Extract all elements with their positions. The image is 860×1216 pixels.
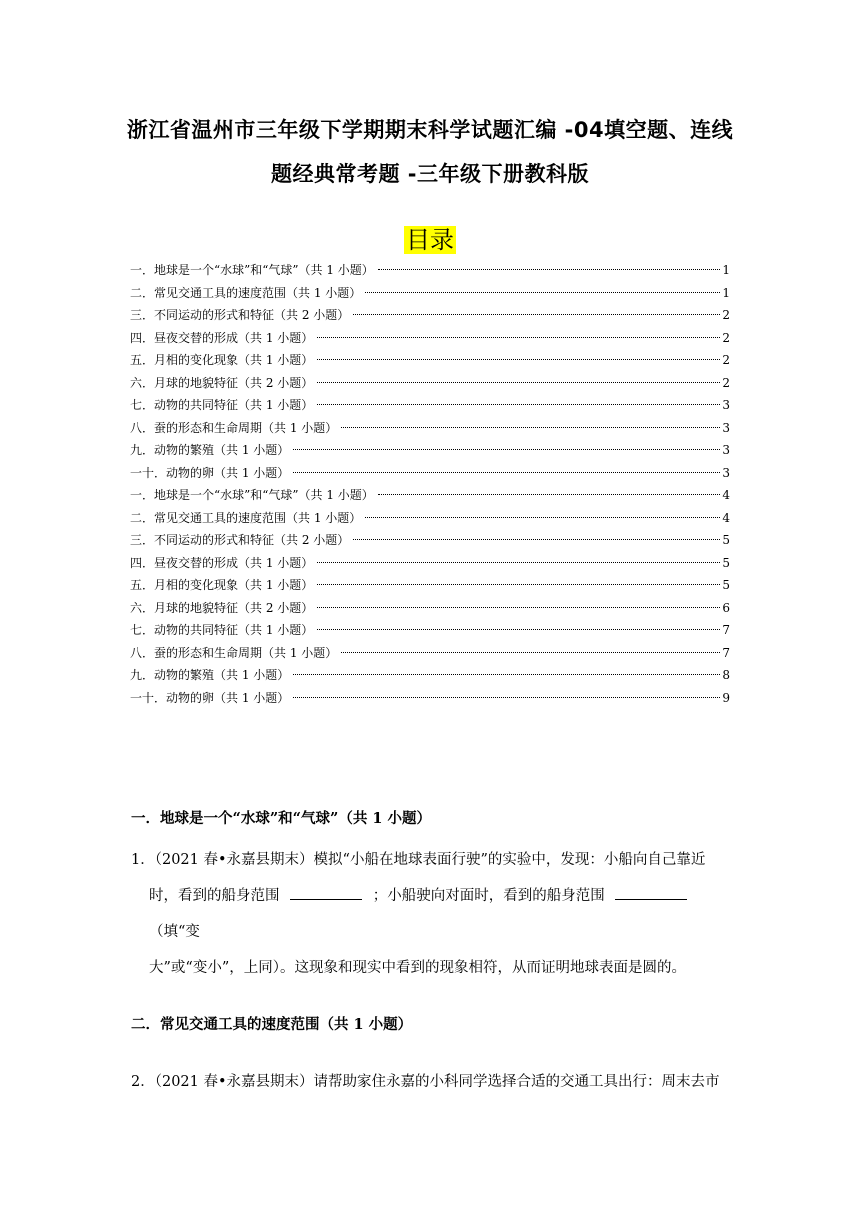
question-1-line-3: 大”或“变小”，上同）。这现象和现实中看到的现象相符，从而证明地球表面是圆的。 <box>149 960 686 976</box>
toc-leader-dots <box>378 269 721 270</box>
toc-leader-dots <box>317 337 720 338</box>
toc-leader-dots <box>317 629 720 630</box>
toc-entry-label: 六．月球的地貌特征（共 2 小题） <box>130 600 314 615</box>
toc-entry-page: 1 <box>722 285 730 300</box>
toc-entry[interactable] <box>130 304 730 327</box>
question-2-line-1: 2．（2021 春•永嘉县期末）请帮助家住永嘉的小科同学选择合适的交通工具出行：周末去市 <box>131 1074 720 1090</box>
toc-entry-label: 七．动物的共同特征（共 1 小题） <box>130 398 314 412</box>
table-of-contents <box>130 259 730 709</box>
toc-entry[interactable] <box>130 282 730 305</box>
toc-entry[interactable] <box>130 259 730 282</box>
toc-entry-page: 5 <box>722 555 730 570</box>
toc-leader-dots <box>293 697 720 698</box>
toc-entry-label: 三．不同运动的形式和特征（共 2 小题） <box>130 533 350 547</box>
toc-leader-dots <box>317 584 720 585</box>
toc-entry[interactable] <box>130 372 730 395</box>
document-title-line-2: 题经典常考题 -三年级下册教科版 <box>270 162 590 186</box>
toc-entry-page: 3 <box>722 465 730 480</box>
answer-blank-1[interactable] <box>290 885 362 900</box>
toc-entry[interactable] <box>130 619 730 642</box>
toc-leader-dots <box>365 517 720 518</box>
question-2 <box>131 1064 731 1100</box>
toc-leader-dots <box>341 652 720 653</box>
toc-entry-page: 5 <box>722 533 730 547</box>
toc-entry[interactable] <box>130 349 730 372</box>
toc-entry-label: 九．动物的繁殖（共 1 小题） <box>130 668 290 682</box>
toc-entry-label: 五．月相的变化现象（共 1 小题） <box>130 353 314 367</box>
toc-entry[interactable] <box>130 529 730 552</box>
toc-entry-page: 7 <box>722 623 730 637</box>
toc-entry-label: 七．动物的共同特征（共 1 小题） <box>130 623 314 637</box>
answer-blank-2[interactable] <box>615 885 687 900</box>
toc-entry-label: 九．动物的繁殖（共 1 小题） <box>130 443 290 457</box>
toc-entry-page: 5 <box>722 578 730 592</box>
question-1-line-1: 1．（2021 春•永嘉县期末）模拟“小船在地球表面行驶”的实验中，发现：小船向自己靠近 <box>131 852 706 868</box>
toc-entry-page: 6 <box>722 600 730 615</box>
question-1-text-c: （填“变 <box>149 924 200 940</box>
toc-entry-page: 2 <box>722 330 730 345</box>
question-1-text-b: ；小船驶向对面时，看到的船身范围 <box>372 888 605 904</box>
toc-entry-page: 3 <box>722 398 730 412</box>
toc-entry[interactable] <box>130 642 730 665</box>
question-1-text-a: 时，看到的船身范围 <box>149 888 280 904</box>
toc-entry-label: 五．月相的变化现象（共 1 小题） <box>130 578 314 592</box>
toc-entry-page: 2 <box>722 375 730 390</box>
toc-entry-label: 四．昼夜交替的形成（共 1 小题） <box>130 555 314 570</box>
toc-entry-label: 一十．动物的卵（共 1 小题） <box>130 465 290 480</box>
toc-leader-dots <box>365 292 720 293</box>
toc-entry-page: 4 <box>722 488 730 502</box>
toc-entry-label: 三．不同运动的形式和特征（共 2 小题） <box>130 308 350 322</box>
toc-leader-dots <box>293 674 720 675</box>
toc-entry-label: 二．常见交通工具的速度范围（共 1 小题） <box>130 285 362 300</box>
toc-entry[interactable] <box>130 664 730 687</box>
toc-entry-label: 八．蚕的形态和生命周期（共 1 小题） <box>130 420 338 435</box>
toc-entry[interactable] <box>130 462 730 485</box>
toc-entry-page: 7 <box>722 645 730 660</box>
toc-entry-page: 4 <box>722 510 730 525</box>
toc-entry-label: 一．地球是一个“水球”和“气球”（共 1 小题） <box>130 488 374 502</box>
toc-leader-dots <box>353 539 720 540</box>
toc-entry-page: 8 <box>722 668 730 682</box>
toc-entry[interactable] <box>130 597 730 620</box>
toc-entry-label: 六．月球的地貌特征（共 2 小题） <box>130 375 314 390</box>
toc-heading-text: 目录 <box>406 226 454 254</box>
toc-leader-dots <box>317 359 720 360</box>
toc-entry[interactable] <box>130 507 730 530</box>
question-1-line-2 <box>131 878 731 950</box>
toc-entry[interactable] <box>130 439 730 462</box>
toc-leader-dots <box>317 607 720 608</box>
document-title-line-1: 浙江省温州市三年级下学期期末科学试题汇编 -04填空题、连线 <box>126 118 734 142</box>
toc-entry-label: 一十．动物的卵（共 1 小题） <box>130 690 290 705</box>
toc-entry-page: 9 <box>722 690 730 705</box>
section-heading-1: 一．地球是一个“水球”和“气球”（共 1 小题） <box>131 810 432 827</box>
toc-entry-label: 一．地球是一个“水球”和“气球”（共 1 小题） <box>130 263 374 277</box>
toc-entry[interactable] <box>130 484 730 507</box>
toc-entry-page: 1 <box>722 263 730 277</box>
toc-entry[interactable] <box>130 552 730 575</box>
toc-leader-dots <box>353 314 720 315</box>
toc-entry[interactable] <box>130 327 730 350</box>
toc-entry-label: 四．昼夜交替的形成（共 1 小题） <box>130 330 314 345</box>
toc-entry-page: 3 <box>722 420 730 435</box>
toc-leader-dots <box>317 382 720 383</box>
toc-leader-dots <box>293 449 720 450</box>
toc-leader-dots <box>317 404 720 405</box>
question-1 <box>131 842 731 986</box>
toc-entry-page: 2 <box>722 308 730 322</box>
toc-leader-dots <box>317 562 720 563</box>
toc-leader-dots <box>293 472 720 473</box>
section-heading-2: 二．常见交通工具的速度范围（共 1 小题） <box>131 1016 413 1033</box>
toc-entry-label: 二．常见交通工具的速度范围（共 1 小题） <box>130 510 362 525</box>
toc-entry[interactable] <box>130 394 730 417</box>
toc-leader-dots <box>378 494 721 495</box>
toc-heading <box>0 220 860 255</box>
toc-entry-page: 2 <box>722 353 730 367</box>
toc-leader-dots <box>341 427 720 428</box>
toc-entry[interactable] <box>130 417 730 440</box>
toc-entry[interactable] <box>130 574 730 597</box>
toc-entry-page: 3 <box>722 443 730 457</box>
toc-entry-label: 八．蚕的形态和生命周期（共 1 小题） <box>130 645 338 660</box>
toc-entry[interactable] <box>130 687 730 710</box>
